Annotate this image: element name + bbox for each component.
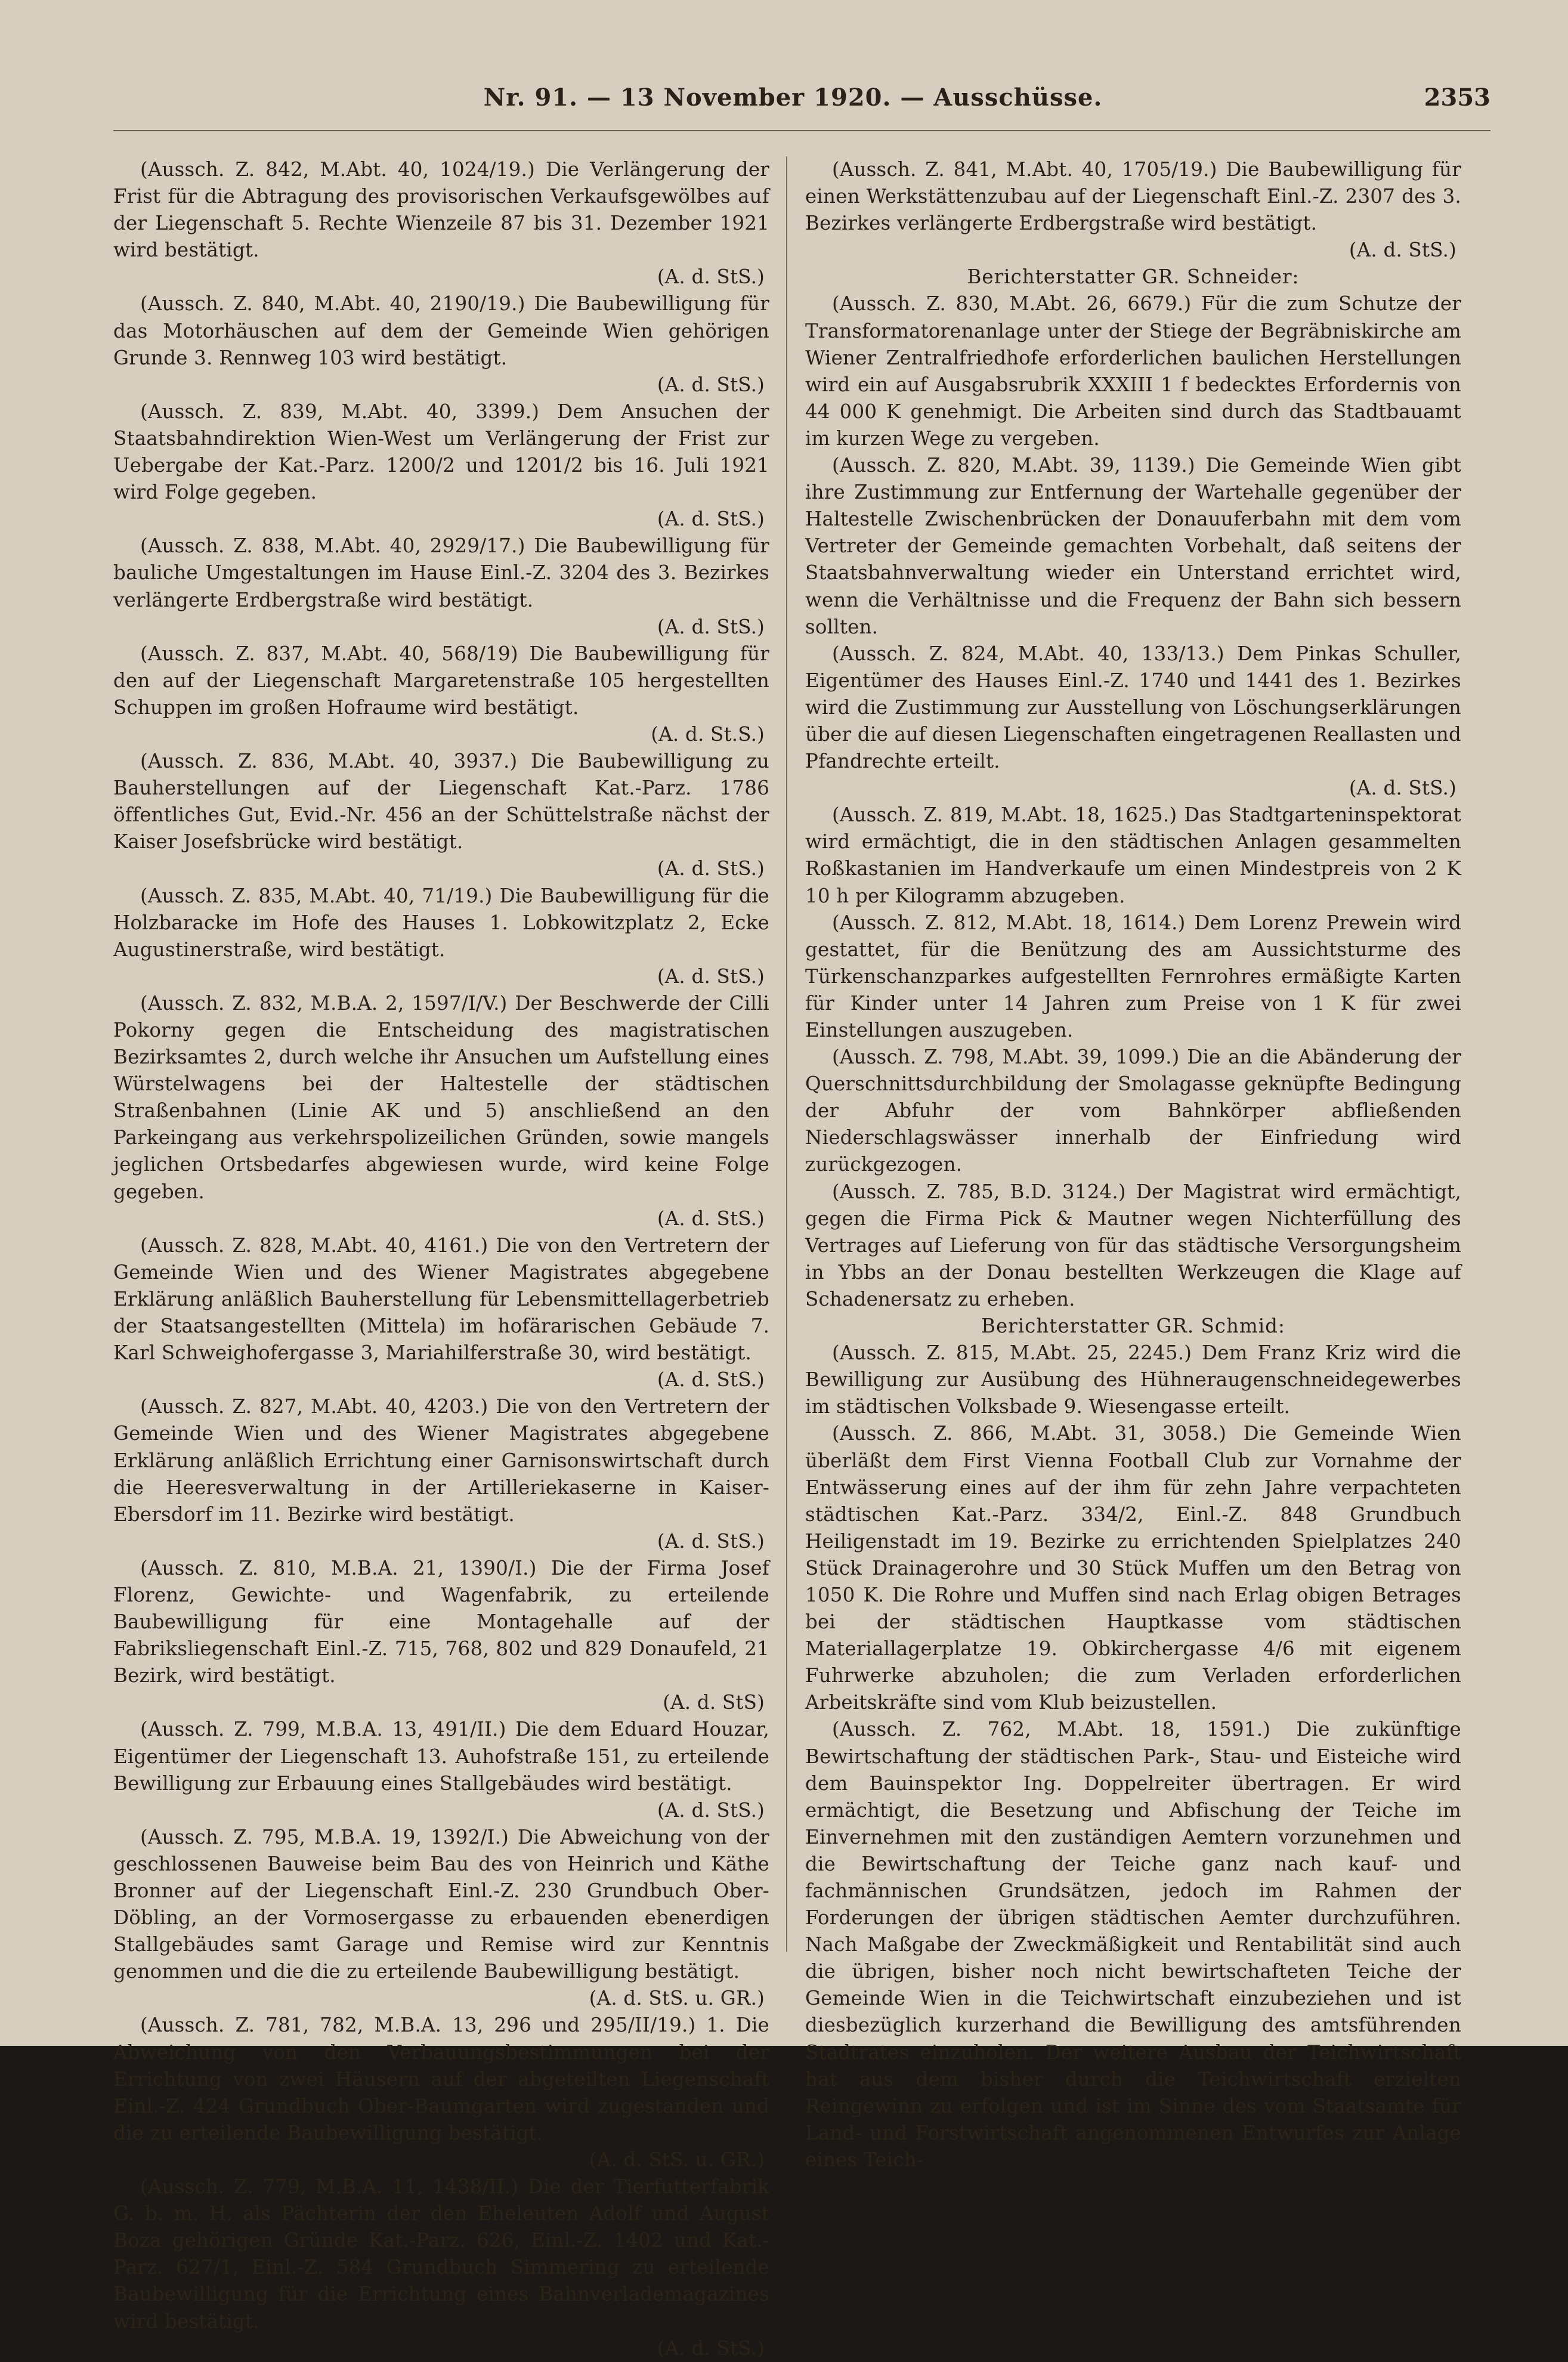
entry-note: (A. d. StS.) [1349,777,1456,800]
entry-note: (A. d. StS.) [657,1798,765,1822]
entry-text: (Aussch. Z. 798, M.Abt. 39, 1099.) Die an die Abänderung der Querschnittsdurchbildung der Smolagasse geknüpfte Bedingung der Abfuhr der vom Bahnkörper abfließenden Niederschlagswässer innerhalb der Einfriedung wird zurückgezogen. [805,1046,1461,1176]
entry-text: (Aussch. Z. 781, 782, M.B.A. 13, 296 und 295/II/19.) 1. Die Abweichung von den Verbauungsbestimmungen bei der Errichtung von zwei Häusern auf der abgeteilten Liegenschaft Einl.-Z. 424 Grundbuch Ober-Baumgarten wird zugestanden und die zu erteilende Baubewilligung bestätigt. [113,2014,769,2144]
entry-note: (A. d. StS) [663,1691,765,1714]
entry-text: (Aussch. Z. 839, M.Abt. 40, 3399.) Dem Ansuchen der Staatsbahndirektion Wien-West um Verlängerung der Frist zur Uebergabe der Kat.-Parz. 1200/2 und 1201/2 bis 16. Juli 1921 wird Folge gegeben. [113,400,769,504]
entry-text: (Aussch. Z. 832, M.B.A. 2, 1597/I/V.) Der Beschwerde der Cilli Pokorny gegen die Entscheidung des magistratischen Bezirksamtes 2, durch welche ihr Ansuchen um Aufstellung eines Würstelwagens bei der Haltestelle der städtischen Straßenbahnen (Linie AK und 5) anschließend an den Parkeingang aus verkehrspolizeilichen Gründen, sowie mangels jeglichen Ortsbedarfes abgewiesen wurde, wird keine Folge gegeben. [113,991,769,1203]
resolution-entry [113,1393,769,1555]
entry-note: (A. d. StS.) [1349,239,1456,262]
resolution-entry [113,1232,769,1394]
entry-text: (Aussch. Z. 866, M.Abt. 31, 3058.) Die Gemeinde Wien überläßt dem First Vienna Football Club zur Vornahme der Entwässerung eines auf der ihm für zehn Jahre verpachteten städtischen Kat.-Parz. 334/2, Einl.-Z. 848 Grundbuch Heiligenstadt im 19. Bezirke zu errichtenden Spielplatzes 240 Stück Drainagerohre und 30 Stück Muffen um den Betrag von 1050 K. Die Rohre und Muffen sind nach Erlag obigen Betrages bei der städtischen Hauptkasse vom städtischen Materiallagerplatze 19. Obkirchergasse 4/6 mit eigenem Fuhrwerke abzuholen; die zum Verladen erforderlichen Arbeitskräfte sind vom Klub beizustellen. [805,1422,1461,1714]
resolution-entry [805,290,1461,452]
entry-text: (Aussch. Z. 827, M.Abt. 40, 4203.) Die von den Vertretern der Gemeinde Wien und des Wiener Magistrates abgegebene Erklärung anläßlich Errichtung einer Garnisonswirtschaft durch die Heeresverwaltung in der Artilleriekaserne in Kaiser-Ebersdorf im 11. Bezirke wird bestätigt. [113,1395,769,1526]
header-rule [113,130,1490,131]
resolution-entry [805,1179,1461,1313]
entry-text: (Aussch. Z. 799, M.B.A. 13, 491/II.) Die dem Eduard Houzar, Eigentümer der Liegenschaft 13. Auhofstraße 151, zu erteilende Bewilligung zur Erbauung eines Stallgebäudes wird bestätigt. [113,1718,769,1795]
entry-text: (Aussch. Z. 842, M.Abt. 40, 1024/19.) Die Verlängerung der Frist für die Abtragung des provisorischen Verkaufsgewölbes auf der Liegenschaft 5. Rechte Wienzeile 87 bis 31. Dezember 1921 wird bestätigt. [113,158,769,262]
entry-text: (Aussch. Z. 785, B.D. 3124.) Der Magistrat wird ermächtigt, gegen die Firma Pick & Mautner wegen Nichterfüllung des Vertrages auf Lieferung von für das städtische Versorgungsheim in Ybbs an der Donau bestellten Werkzeugen die Klage auf Schadenersatz zu erheben. [805,1180,1461,1310]
resolution-entry [113,398,769,533]
resolution-entry [113,748,769,882]
resolution-entry [113,2174,769,2362]
entry-note: (A. d. StS.) [657,2336,765,2360]
entry-text: (Aussch. Z. 795, M.B.A. 19, 1392/I.) Die Abweichung von der geschlossenen Bauweise beim Bau des von Heinrich und Käthe Bronner auf der Liegenschaft Einl.-Z. 230 Grundbuch Ober-Döbling, an der Vormosergasse zu erbauenden ebenerdigen Stallgebäudes samt Garage und Remise wird zur Kenntnis genommen und die die zu erteilende Baubewilligung bestätigt. [113,1825,769,1983]
entry-text: (Aussch. Z. 830, M.Abt. 26, 6679.) Für die zum Schutze der Transformatorenanlage unter der Stiege der Begräbniskirche am Wiener Zentralfriedhofe erforderlichen baulichen Herstellungen wird ein auf Ausgabsrubrik XXXIII 1 f bedecktes Erfordernis von 44 000 K genehmigt. Die Arbeiten sind durch das Stadtbauamt im kurzen Wege zu vergeben. [805,292,1461,450]
resolution-entry [805,802,1461,909]
right-block-1 [805,156,1461,264]
resolution-entry [113,883,769,990]
entry-note: (A. d. StS.) [657,615,765,638]
entry-note: (A. d. StS.) [657,373,765,396]
entry-note: (A. d. StS.) [657,1207,765,1230]
entry-text: (Aussch. Z. 841, M.Abt. 40, 1705/19.) Die Baubewilligung für einen Werkstättenzubau auf der Liegenschaft Einl.-Z. 2307 des 3. Bezirkes verlängerte Erdbergstraße wird bestätigt. [805,158,1461,235]
entry-text: (Aussch. Z. 835, M.Abt. 40, 71/19.) Die Baubewilligung für die Holzbaracke im Hofe des Hauses 1. Lobkowitzplatz 2, Ecke Augustinerstraße, wird bestätigt. [113,884,769,961]
entry-text: (Aussch. Z. 812, M.Abt. 18, 1614.) Dem Lorenz Prewein wird gestattet, für die Benützung des am Aussichtsturme des Türkenschanzparkes aufgestellten Fernrohres ermäßigte Karten für Kinder unter 14 Jahren zum Preise von 1 K für zwei Einstellungen auszugeben. [805,911,1461,1041]
entry-note: (A. d. StS.) [657,964,765,988]
resolution-entry [113,990,769,1232]
entry-text: (Aussch. Z. 810, M.B.A. 21, 1390/I.) Die der Firma Josef Florenz, Gewichte- und Wagenfabrik, zu erteilende Baubewilligung für eine Montagehalle auf der Fabriksliegenschaft Einl.-Z. 715, 768, 802 und 829 Donaufeld, 21 Bezirk, wird bestätigt. [113,1556,769,1687]
page-number: 2353 [1424,84,1490,112]
entry-text: (Aussch. Z. 815, M.Abt. 25, 2245.) Dem Franz Kriz wird die Bewilligung zur Ausübung des Hühneraugenschneidegewerbes im städtischen Volksbade 9. Wiesengasse erteilt. [805,1341,1461,1418]
rapporteur-heading: Berichterstatter GR. Schneider: [967,265,1300,289]
entry-note: (A. d. StS.) [657,508,765,531]
resolution-entry [113,533,769,640]
resolution-entry [113,290,769,398]
entry-text: (Aussch. Z. 837, M.Abt. 40, 568/19) Die Baubewilligung für den auf der Liegenschaft Margaretenstraße 105 hergestellten Schuppen im großen Hofraume wird bestätigt. [113,642,769,719]
entry-text: (Aussch. Z. 820, M.Abt. 39, 1139.) Die Gemeinde Wien gibt ihre Zustimmung zur Entfernung der Wartehalle gegenüber der Haltestelle Zwischenbrücken der Donauuferbahn mit dem vom Vertreter der Gemeinde gemachten Vorbehalt, daß seitens der Staatsbahnverwaltung wieder ein Unterstand errichtet wird, wenn die Verhältnisse und die Frequenz der Bahn sich bessern sollten. [805,454,1461,638]
resolution-entry [805,1044,1461,1178]
header-title: Nr. 91. — 13 November 1920. — Ausschüsse. [483,84,1103,112]
right-column [805,156,1461,2174]
resolution-entry [113,1555,769,1717]
resolution-entry [113,1716,769,1823]
entry-text: (Aussch. Z. 762, M.Abt. 18, 1591.) Die zukünftige Bewirtschaftung der städtischen Park-, Stau- und Eisteiche wird dem Bauinspektor Ing. Doppelreiter übertragen. Er wird ermächtigt, die Besetzung und Abfischung der Teiche im Einvernehmen mit den zuständigen Aemtern vorzunehmen und die Bewirtschaftung der Teiche ganz nach kauf- und fachmännischen Grundsätzen, jedoch im Rahmen der Forderungen der übrigen städtischen Aemter durchzuführen. Nach Maßgabe der Zweckmäßigkeit und Rentabilität sind auch die übrigen, bisher noch nicht bewirtschafteten Teiche der Gemeinde Wien in die Teichwirtschaft einzubeziehen und ist diesbezüglich kurzerhand die Bewilligung des amtsführenden Stadtrates einzuholen. Der weitere Ausbau der Teichwirtschaft hat aus dem bisher durch die Teichwirtschaft erzielten Reingewinn zu erfolgen und ist im Sinne des vom Staatsamte für Land- und Forstwirtschaft angenommenen Entwurfes zur Anlage eines Teich- [805,1718,1461,2171]
resolution-entry [805,452,1461,641]
entry-text: (Aussch. Z. 838, M.Abt. 40, 2929/17.) Die Baubewilligung für bauliche Umgestaltungen im Hause Einl.-Z. 3204 des 3. Bezirkes verlängerte Erdbergstraße wird bestätigt. [113,534,769,611]
resolution-entry [805,156,1461,264]
resolution-entry [113,1824,769,2012]
entry-note: (A. d. StS.) [657,857,765,880]
resolution-entry [805,641,1461,802]
entry-text: (Aussch. Z. 840, M.Abt. 40, 2190/19.) Die Baubewilligung für das Motorhäuschen auf dem der Gemeinde Wien gehörigen Grunde 3. Rennweg 103 wird bestätigt. [113,292,769,369]
resolution-entry [113,2012,769,2174]
left-column [113,156,769,2362]
right-block-2 [805,290,1461,1313]
entry-note: (A. d. StS. u. GR.) [589,2148,765,2171]
entry-note: (A. d. StS. u. GR.) [589,1987,765,2010]
resolution-entry [113,641,769,748]
right-block-3 [805,1340,1461,2174]
resolution-entry [805,1340,1461,1420]
entry-text: (Aussch. Z. 824, M.Abt. 40, 133/13.) Dem Pinkas Schuller, Eigentümer des Hauses Einl.-Z. 1740 und 1441 des 1. Bezirkes wird die Zustimmung zur Ausstellung von Löschungserklärungen über die auf diesen Liegenschaften eingetragenen Reallasten und Pfandrechte erteilt. [805,642,1461,773]
column-divider [786,156,787,1952]
entry-text: (Aussch. Z. 819, M.Abt. 18, 1625.) Das Stadtgarteninspektorat wird ermächtigt, die in den städtischen Anlagen gesammelten Roßkastanien im Handverkaufe um einen Mindestpreis von 2 K 10 h per Kilogramm abzugeben. [805,803,1461,907]
entry-note: (A. d. StS.) [657,265,765,289]
entry-note: (A. d. StS.) [657,1368,765,1392]
rapporteur-heading: Berichterstatter GR. Schmid: [981,1315,1285,1338]
entry-text: (Aussch. Z. 828, M.Abt. 40, 4161.) Die von den Vertretern der Gemeinde Wien und des Wiener Magistrates abgegebene Erklärung anläßlich Bauherstellung für Lebensmittellagerbetrieb der Staatsangestellten (Mittela) im hofärarischen Gebäude 7. Karl Schweighofergasse 3, Mariahilferstraße 30, wird bestätigt. [113,1233,769,1365]
resolution-entry [113,156,769,290]
entry-note: (A. d. St.S.) [651,722,765,746]
entry-note: (A. d. StS.) [657,1529,765,1553]
resolution-entry [805,910,1461,1044]
page-header [95,84,1490,131]
entry-text: (Aussch. Z. 779, M.B.A. 11, 1438/II.) Die der Tierfutterfabrik G. b. m. H. als Pächterin der den Eheleuten Adolf und August Boza gehörigen Gründe Kat.-Parz. 626, Einl.-Z. 1402 und Kat.-Parz. 627/1, Einl.-Z. 584 Grundbuch Simmering zu erteilende Baubewilligung für die Errichtung eines Bahnverlademagazines wird bestätigt. [113,2175,769,2333]
entry-text: (Aussch. Z. 836, M.Abt. 40, 3937.) Die Baubewilligung zu Bauherstellungen auf der Liegenschaft Kat.-Parz. 1786 öffentliches Gut, Evid.-Nr. 456 an der Schüttelstraße nächst der Kaiser Josefsbrücke wird bestätigt. [113,750,769,854]
resolution-entry [805,1716,1461,2174]
resolution-entry [805,1420,1461,1716]
